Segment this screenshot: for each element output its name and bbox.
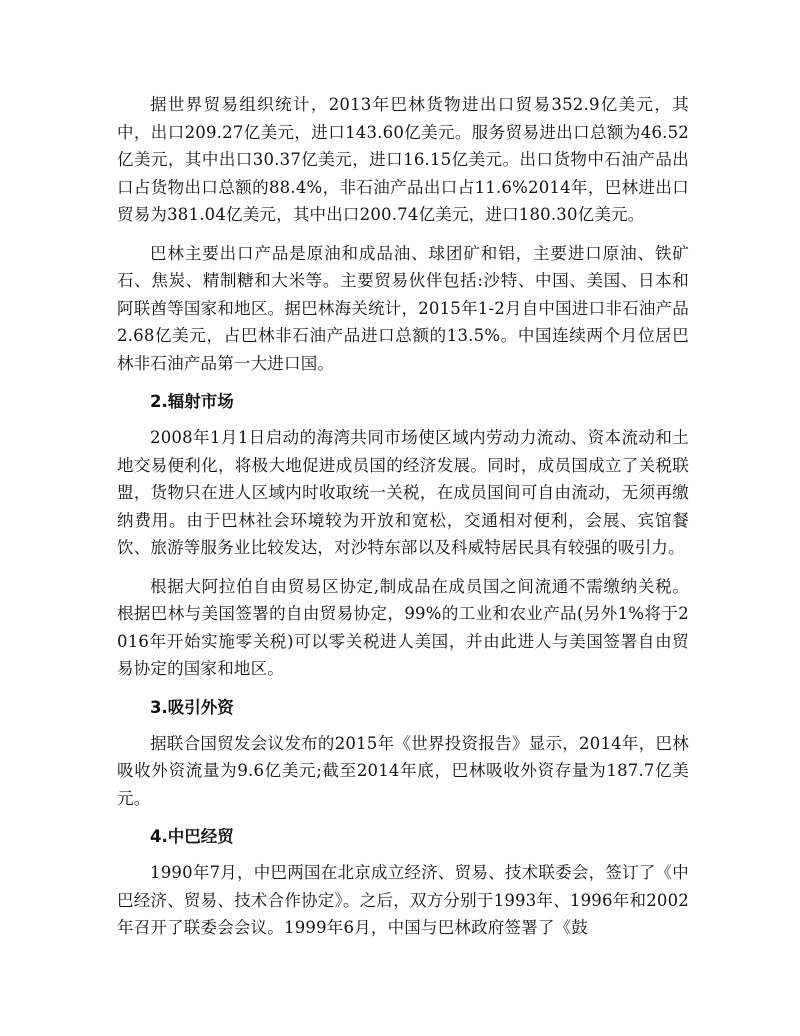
- section-heading-foreign-investment: 3.吸引外资: [150, 697, 234, 717]
- paragraph-trade-statistics: 据世界贸易组织统计，2013年巴林货物进出口贸易352.9亿美元，其中，出口209.27亿美元，进口143.60亿美元。服务贸易进出口总额为46.52亿美元，其中出口30.37亿美元，进口16.15亿美元。出口货物中石油产品出口占货物出口总额的88.4%，非石油产品出口占11.6%2014年，巴林进出口贸易为381.04亿美元，其中出口200.74亿美元，进口180.30亿美元。: [117, 95, 689, 224]
- section-heading-china-bahrain-trade: 4.中巴经贸: [150, 827, 234, 846]
- paragraph-free-trade-agreements: 根据大阿拉伯自由贸易区协定,制成品在成员国之间流通不需缴纳关税。根据巴林与美国签署的自由贸易协定，99%的工业和农业产品(另外1%将于2016年开始实施零关税)可以零关税进人美国，并由此进人与美国签署自由贸易协定的国家和地区。: [117, 576, 689, 678]
- paragraph-investment-report: 据联合国贸发会议发布的2015年《世界投资报告》显示，2014年，巴林吸收外资流量为9.6亿美元;截至2014年底，巴林吸收外资存量为187.7亿美元。: [117, 733, 689, 808]
- document-body: [117, 91, 689, 953]
- paragraph-export-products: 巴林主要出口产品是原油和成品油、球团矿和铝，主要进口原油、铁矿石、焦炭、精制糖和大米等。主要贸易伙伴包括:沙特、中国、美国、日本和阿联酋等国家和地区。据巴林海关统计，2015年1-2月自中国进口非石油产品2.68亿美元，占巴林非石油产品进口总额的13.5%。中国连续两个月位居巴林非石油产品第一大进口国。: [117, 243, 689, 373]
- paragraph-china-bahrain-committee: 1990年7月，中巴两国在北京成立经济、贸易、技术联委会，签订了《中巴经济、贸易、技术合作协定》。之后，双方分别于1993年、1996年和2002年召开了联委会会议。1999年6月，中国与巴林政府签署了《鼓: [117, 863, 689, 937]
- section-heading-radiation-market: 2.辐射市场: [150, 392, 234, 411]
- paragraph-gulf-common-market: 2008年1月1日启动的海湾共同市场使区域内劳动力流动、资本流动和土地交易便利化，将极大地促进成员国的经济发展。同时，成员国成立了关税联盟，货物只在进人区域内时收取统一关税，在成员国间可自由流动，无须再缴纳费用。由于巴林社会环境较为开放和宽松，交通相对便利，会展、宾馆餐饮、旅游等服务业比较发达，对沙特东部以及科威特居民具有较强的吸引力。: [117, 428, 689, 557]
